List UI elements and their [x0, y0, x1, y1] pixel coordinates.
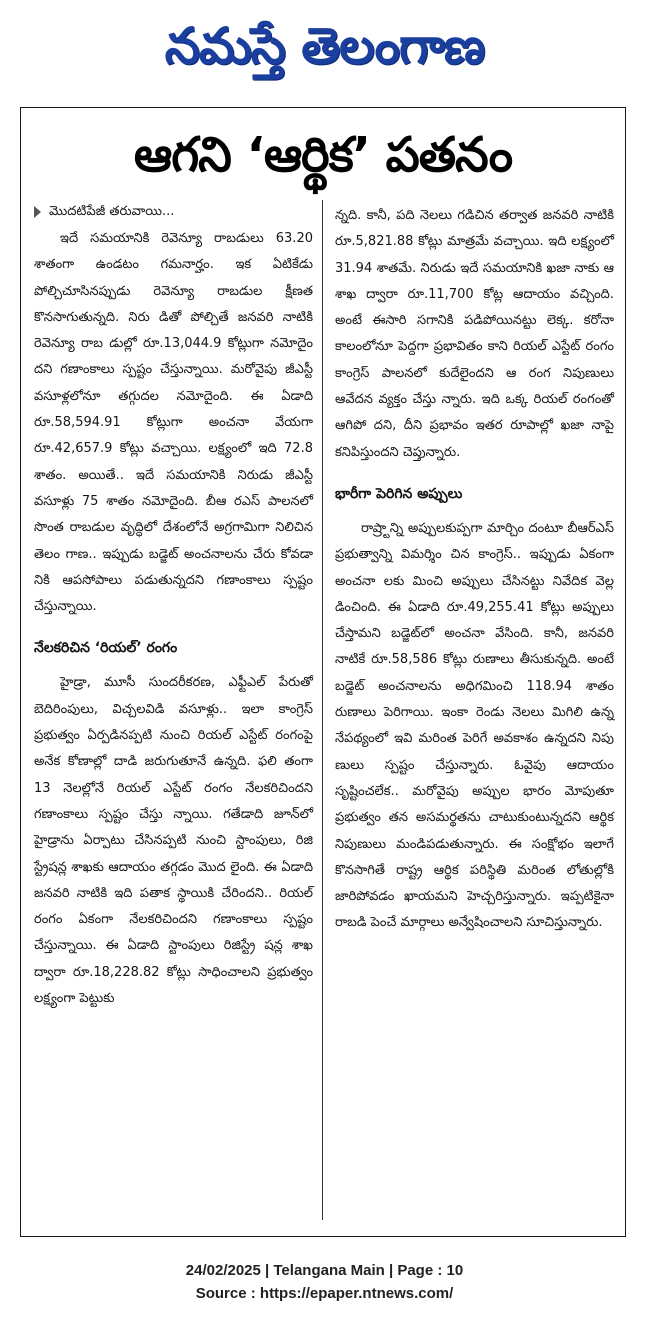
continued-from-front-page — [34, 200, 313, 224]
subheading-real-estate: నేలకరిచిన ‘రియల్’ రంగం — [34, 640, 178, 657]
jump-label: మొదటిపేజీ తరువాయి... — [49, 204, 175, 219]
newspaper-masthead: నమస్తే తెలంగాణ — [164, 17, 485, 75]
paragraph: న్నది. కానీ, పది నెలలు గడిచిన తర్వాత జనవరి నాటికి రూ.5,821.88 కోట్లు మాత్రమే వచ్చాయి. ఇది లక్ష్యంలో 31.94 శాతమే. నిరుడు ఇదే సమయానికి ఖజా నాకు ఆ శాఖ ద్వారా రూ.11,700 కోట్ల ఆదాయం వచ్చింది. అంటే ఈసారి సగానికి పడిపోయినట్టు లెక్క. కరోనా కాలంలోనూ పెద్దగా ప్రభావితం కాని రియల్ ఎస్టేట్ రంగం కాంగ్రెస్ పాలనలో కుదేలైందని ఆ రంగ నిపుణులు ఆవేదన వ్యక్తం చేస్తు న్నారు. ఇది ఒక్క రియల్ రంగంతో ఆగిపో దని, దీని ప్రభావం ఇతర రూపాల్లో ఖజా నాపై కనిపిస్తుందని చెప్తున్నారు. — [335, 208, 614, 460]
article-headline: ఆగని ‘ఆర్థిక’ పతనం — [133, 127, 513, 183]
column-divider — [322, 200, 323, 1220]
paragraph: హైడ్రా, మూసీ సుందరీకరణ, ఎఫ్టీఎల్ పేరుతో బెదిరింపులు, విచ్చలవిడి వసూళ్లు.. ఇలా కాంగ్రెస్ ప్రభుత్వం ఏర్పడినప్పటి నుంచి రియల్ ఎస్టేట్ రంగంపై అనేక కోణాల్లో దాడి జరుగుతూనే ఉన్నది. ఫలి తంగా 13 నెలల్లోనే రియల్ ఎస్టేట్ రంగం నేలకరిచిందని గణాంకాలు స్పష్టం చేస్తు న్నాయి. గతేడాది జూన్‌లో హైడ్రాను ఏర్పాటు చేసినప్పటి నుంచి స్టాంపులు, రిజి స్ట్రేషన్ల శాఖకు ఆదాయం తగ్గడం మొద లైంది. ఈ ఏడాది జనవరి నాటికి ఇది పతాక స్థాయికి చేరిందని.. రియల్ రంగం ఏకంగా నేలకరిచిందని గణాంకాలు స్పష్టం చేస్తున్నాయి. ఈ ఏడాది స్టాంపులు రిజిస్ట్రే షన్ల శాఖ ద్వారా రూ.18,228.82 కోట్లు సాధించాలని ప్రభుత్వం లక్ష్యంగా పెట్టుకు — [34, 675, 313, 1007]
footer-date-edition-page: 24/02/2025 | Telangana Main | Page : 10 — [185, 1262, 464, 1279]
article-column-right — [335, 203, 614, 937]
chevron-right-icon — [34, 206, 41, 218]
article-column-left — [34, 200, 313, 1012]
paragraph: రాష్ర్టాన్ని అప్పులకుప్పగా మార్చిం దంటూ బీఆర్ఎస్ ప్రభుత్వాన్ని విమర్శిం చిన కాంగ్రెస్.. ఇప్పుడు ఏకంగా అంచనా లకు మించి అప్పులు చేసినట్టు నివేదిక వెల్ల డించింది. ఈ ఏడాది రూ.49,255.41 కోట్లు అప్పులు చేస్తామని బడ్జెట్‌లో అంచనా వేసింది. కానీ, జనవరి నాటికే రూ.58,586 కోట్లు రుణాలు తీసుకున్నది. అంటే బడ్జెట్ అంచనాలను అధిగమించి 118.94 శాతం రుణాలు పెరిగాయి. ఇంకా రెండు నెలలు మిగిలి ఉన్న నేపథ్యంలో ఇవి మరింత పెరిగే అవకాశం ఉన్నదని నిపు ణులు స్పష్టం చేస్తున్నారు. ఓవైపు ఆదాయం సృష్టించలేక.. మరోవైపు అప్పుల భారం మోపుతూ ప్రభుత్వం తన అసమర్థతను చాటుకుంటున్నదని ఆర్థిక నిపుణులు మండిపడుతున్నారు. ఈ సంక్షోభం ఇలాగే కొనసాగితే రాష్ట్ర ఆర్థిక పరిస్థితి మరింత లోతుల్లోకి జారిపోవడం ఖాయమని హెచ్చరిస్తున్నారు. ఇప్పటికైనా రాబడి పెంచే మార్గాలు అన్వేషించాలని సూచిస్తున్నారు. — [335, 520, 614, 931]
subheading-debts: భారీగా పెరిగిన అప్పులు — [335, 485, 463, 502]
footer-source: Source : https://epaper.ntnews.com/ — [195, 1285, 454, 1302]
paragraph: ఇదే సమయానికి రెవెన్యూ రాబడులు 63.20 శాతంగా ఉండటం గమనార్హం. ఇక ఏటికేడు పోల్చిచూసినప్పుడు రెవెన్యూ రాబడుల క్షీణత కొనసాగుతున్నది. నిరు డితో పోల్చితే జనవరి నాటికి రెవెన్యూ రాబ డుల్లో రూ.13,044.9 కోట్లుగా నమోదైం దని గణాంకాలు స్పష్టం చేస్తున్నాయి. మరోవైపు జీఎస్టీ వసూళ్లలోనూ తగ్గుదల నమోదైంది. ఈ ఏడాది రూ.58,594.91 కోట్లుగా అంచనా వేయగా రూ.42,657.9 కోట్లు వచ్చాయి. లక్ష్యంలో ఇది 72.8 శాతం. అయితే.. ఇదే సమయానికి నిరుడు జీఎస్టీ వసూళ్లు 75 శాతం నమోదైంది. బీఆ రఎస్ పాలనలో సొంత రాబడుల వృద్ధిలో దేశంలోనే అగ్రగామిగా నిలిచిన తెలం గాణ.. ఇప్పుడు బడ్జెట్ అంచనాలను చేరు కోవడా నికి ఆపసోపాలు పడుతున్నదని గణాంకాలు స్పష్టం చేస్తున్నాయి. — [34, 231, 313, 615]
